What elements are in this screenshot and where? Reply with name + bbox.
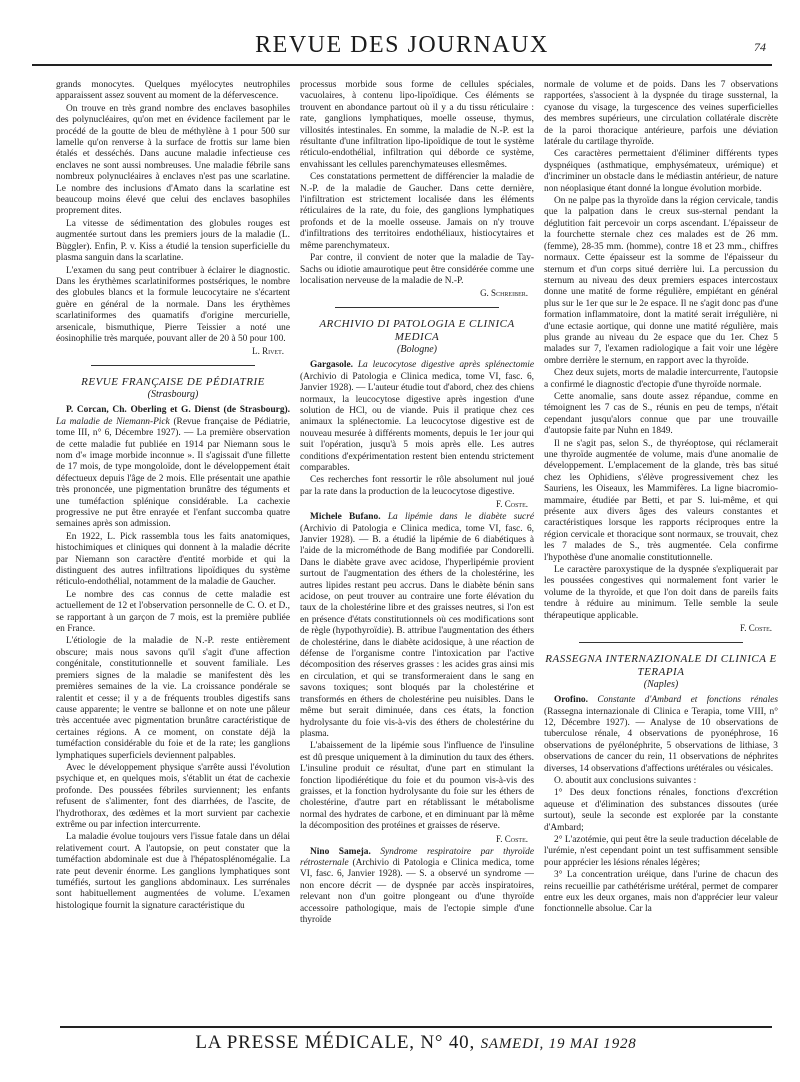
- issue-number: N° 40,: [420, 1032, 476, 1053]
- paragraph: normale de volume et de poids. Dans les 7 observations rapportées, s'associent à la dyspnée du tirage sussternal, la cyanose du visage, la turgescence des veines superficielles des membres supérieurs, une circulation collatérale discrète de la paroi thoracique antérieure, parfois une déviation latérale du cartilage thyroïde.: [544, 80, 778, 148]
- paragraph: On ne palpe pas la thyroïde dans la région cervicale, tandis que la palpation dans le creux sus-sternal pendant la déglutition fait percevoir un corps ascendant. L'épaisseur de la fourchette sternale chez ces malades est de 26 mm. (femme), 28-35 mm. (homme), contre 18 et 23 mm., chiffres normaux. Cette épaisseur est la somme de l'épaisseur du sternum et d'un corps situé derrière lui. La percussion du sternum au niveau des deux premiers espaces intercostaux donne une matité de forme régulière, empiétant en général plus sur le 1er que sur le 2e espace. Il ne s'agit donc pas d'une formation inflammatoire, dont la matité serait irrégulière, ni d'une ectasie aortique, qui donne une matité régulière, mais plus grande au niveau du 2e espace que du 1er. Chez 5 malades sur 7, l'examen radiologique a fait voir une légère ombre derrière le sternum, en rapport avec la thyroïde.: [544, 196, 778, 366]
- paragraph: Avec le développement physique s'arrête aussi l'évolution psychique et, en quelques mois, s'établit un état de cachexie profonde. Des poussées fébriles surviennent; les enfants refusent de s'alimenter, font des diarrhées, de l'ascite, de l'hydrothorax, des œdèmes et la mort survient par cachexie extrême ou par infection intercurrente.: [56, 762, 290, 830]
- author-signature: L. Rivet.: [252, 346, 284, 357]
- entry-source: (Archivio di Patologia e Clinica medica, tome VI, fasc. 6, Janvier 1928).: [300, 857, 534, 880]
- author-signature: G. Schreiber.: [480, 288, 528, 299]
- entry-body: — L'auteur étudie tout d'abord, chez des chiens normaux, la leucocytose digestive après ingestion d'une solution de HCl, ou de viande. Puis il pratique chez ces animaux la splénectomie. La leucocytose digestive est de nouveau mesurée à différents moments, depuis le 1er jour qui suit l'opération, jusqu'à 5 mois après elle. Les autres conditions d'expérimentation restent bien entendu strictement comparables.: [300, 383, 534, 473]
- paragraph: Le caractère paroxystique de la dyspnée s'expliquerait par les poussées congestives qui normalement font varier le volume de la thyroïde, et que l'on doit dans de pareils faits tendre à réduire au minimum. Telle semble la seule thérapeutique applicable.: [544, 565, 778, 621]
- paragraph: 2° L'azotémie, qui peut être la seule traduction décelable de l'urémie, n'est cependant point un test suffisamment sensible pour apprécier les lésions rénales légères;: [544, 834, 778, 868]
- paragraph: O. aboutit aux conclusions suivantes :: [554, 775, 697, 786]
- page-header: [32, 30, 772, 70]
- paragraph: Par contre, il convient de noter que la maladie de Tay-Sachs ou idiotie amaurotique peut être considérée comme une localisation nerveuse de la maladie de N.-P.: [300, 253, 534, 286]
- paragraph: Il ne s'agit pas, selon S., de thyréoptose, qui réclamerait une thyroïde augmentée de volume, mais d'une anomalie de développement. L'emplacement de la glande, très bas situé chez les Ophidiens, s'élève progressivement chez les Sauriens, les Oiseaux, les Mammifères. La ligne biacromio-mammaire, étudiée par Betti, et par S. lui-même, et qui présente aux divers âges des valeurs constantes et caractéristiques lorsque les rapports réciproques entre la région cervicale et thoracique sont normaux, se trouvait, chez les 7 malades de S., très augmentée. Cela confirme l'hypothèse d'une anomalie constitutionnelle.: [544, 438, 778, 563]
- paragraph: grands monocytes. Quelques myélocytes neutrophiles apparaissent assez souvent au moment de la défervescence.: [56, 80, 290, 102]
- section-title: RASSEGNA INTERNAZIONALE DI CLINICA E TERAPIA: [545, 653, 777, 679]
- paragraph: Le nombre des cas connus de cette maladie est actuellement de 12 et l'observation personnelle de C. O. et D., se rapportant à un garçon de 7 mois, est la première publiée en France.: [56, 589, 290, 635]
- entry-authors: P. Corcan, Ch. Oberling et G. Dienst (de Strasbourg).: [66, 405, 290, 416]
- section-title: ARCHIVIO DI PATOLOGIA E CLINICA MEDICA: [319, 318, 515, 344]
- author-signature: F. Coste.: [495, 833, 528, 844]
- footer-line: [60, 1032, 772, 1054]
- entry-authors: Michele Bufano.: [310, 512, 381, 523]
- paragraph: En 1922, L. Pick rassembla tous les faits anatomiques, histochimiques et cliniques qui donnent à la maladie décrite par Niemann son caractère d'entité morbide et qui la distinguent des autres infiltrations lipoïdiques du système réticulo-endothélial, notamment de la maladie de Gaucher.: [56, 531, 290, 588]
- entry-source: (Revue française de Pédiatrie, tome III, n° 6, Décembre 1927).: [56, 416, 290, 439]
- entry-title: Syndrome respiratoire par thyroïde rétrosternale: [300, 846, 534, 868]
- section-subtitle: (Bologne): [397, 344, 437, 356]
- entry-paragraph: [300, 360, 534, 474]
- article-columns: [56, 80, 778, 1008]
- column-1: [56, 80, 290, 1008]
- paragraph: Ces constatations permettent de différencier la maladie de N.-P. de la maladie de Gaucher. Dans cette dernière, l'infiltration est strictement localisée dans les éléments réticulaires de la rate, du foie, des ganglions lymphatiques profonds et de la moelle osseuse. Jamais on n'y trouve d'infiltrations des territoires endothéliaux, histiocytaires et même parenchymateux.: [300, 172, 534, 251]
- entry-authors: Nino Sameja.: [310, 846, 371, 857]
- entry-body: — La première observation de cette maladie fut publiée en 1914 par Niemann sous le nom d'« image morbide inconnue ». Il s'agissait d'une fillette de 17 mois, de type mongoloïde, dont le développement était défectueux depuis l'âge de 2 mois. Elle présentait une apathie très prononcée, une pigmentation brunâtre des téguments et une tuméfaction splénique considérable. La cachexie progressive ne put être enrayée et l'enfant succomba quatre semaines après son admission.: [56, 428, 290, 530]
- header-rule: [32, 64, 772, 66]
- paragraph: 3° La concentration uréique, dans l'urine de chacun des reins recueillie par cathétérisme urétéral, permet de comparer entre eux les deux organes, mais non d'apprécier leur valeur fonctionnelle absolue. Car la: [544, 870, 778, 915]
- issue-date: SAMEDI, 19 MAI 1928: [480, 1036, 637, 1052]
- paragraph: La maladie évolue toujours vers l'issue fatale dans un délai relativement court. A l'autopsie, on peut constater que la tuméfaction abdominale est due à l'hépatosplénomégalie. La rate peut devenir énorme. Les ganglions lymphatiques sont tuméfiés, surtout les ganglions abdominaux. Les surrénales sont habituellement augmentées de volume. L'examen histologique fournit la signature caractéristique du: [56, 832, 290, 911]
- section-subtitle: (Strasbourg): [147, 389, 199, 401]
- entry-source: (Rassegna internazionale di Clinica e Terapia, tome VIII, n° 12, Décembre 1927).: [544, 706, 778, 728]
- section-divider: [579, 642, 743, 643]
- entry-paragraph: [544, 695, 778, 775]
- entry-paragraph: [56, 405, 290, 530]
- entry-body: — S. a observé un syndrome — non encore décrit — de dyspnée par accès inspiratoires, relevant non d'un goitre plongeant ou d'une thyroïde accessoire pathologique, mais de l'ectopie simple d'une thyroïde: [300, 869, 534, 925]
- paragraph: La vitesse de sédimentation des globules rouges est augmentée surtout dans les premiers jours de la maladie (L. Bùggler). Enfin, P. v. Kiss a étudié la tension superficielle du plasma sanguin dans la scarlatine.: [56, 218, 290, 264]
- paragraph: L'abaissement de la lipémie sous l'influence de l'insuline est dû presque uniquement à la diminution du taux des éthers. L'insuline produit ce résultat, d'une part en stimulant la fonction lipodiérétique du foie et du poumon vis-à-vis des graisses, et la fonction hydrolysante du foie sur les éthers de cholestérine, d'autre part en rétablissant le métabolisme normal des hydrates de carbone, et en diminuant par là même la décomposition des protéines et graisses de réserve.: [300, 741, 534, 832]
- section-divider: [335, 307, 499, 308]
- paragraph: Chez deux sujets, morts de maladie intercurrente, l'autopsie a confirmé le diagnostic d'ectopie d'une thyroïde normale.: [544, 368, 778, 390]
- paragraph: 1° Des deux fonctions rénales, fonctions d'excrétion aqueuse et d'élimination des substances dissoutes (urée surtout), seule la seconde est explorée par la constante d'Ambard;: [544, 788, 778, 833]
- paragraph: processus morbide sous forme de cellules spéciales, vacuolaires, à contenu lipo-lipoïdique. Ces éléments se trouvent en abondance partout où il y a du tissu réticulaire : rate, ganglions lymphatiques, moelle osseuse, thymus, villosités intestinales. En somme, la maladie de N.-P. est la résultante d'une infiltration lipo-lipoïdique de tout le système réticulo-endothélial, infiltration qui déborde ce système, envahissant les cellules parenchymateuses ellesmêmes.: [300, 80, 534, 170]
- entry-title: La leucocytose digestive après splénectomie: [357, 360, 534, 371]
- entry-title: Constante d'Ambard et fonctions rénales: [597, 695, 778, 706]
- entry-authors: Gargasole.: [310, 360, 353, 371]
- entry-source: (Archivio di Patologia e Clinica medica, tome VI, fasc. 6, Janvier 1928).: [300, 371, 534, 394]
- author-signature: F. Coste.: [739, 623, 772, 634]
- entry-title: La lipémie dans le diabète sucré: [387, 512, 534, 523]
- paragraph: Cette anomalie, sans doute assez répandue, comme en témoignent les 7 cas de S., réunis en peu de temps, n'était cependant jusqu'alors connue que par une trouvaille d'autopsie faite par Nuhn en 1849.: [544, 391, 778, 437]
- entry-title: La maladie de Niemann-Pick: [56, 416, 170, 427]
- running-title: REVUE DES JOURNAUX: [255, 32, 549, 58]
- entry-source: (Archivio di Patologia e Clinica medica, tome VI, fasc. 6, Janvier 1928).: [300, 523, 534, 545]
- column-2: [300, 80, 534, 1008]
- section-title: REVUE FRANÇAISE DE PÉDIATRIE: [81, 376, 265, 389]
- section-subtitle: (Naples): [643, 679, 679, 691]
- paragraph: L'étiologie de la maladie de N.-P. reste entièrement obscure; mais nous savons qu'il s'agit d'une affection congénitale, constitutionnelle et souvent familiale. Les premiers signes de la maladie se manifestent dès les premières semaines de la vie. La croissance pondérale se ralentit et cesse; il y a de fréquents troubles digestifs sans cause apparente; le ventre se ballonne et on note une pâleur très accentuée avec pigmentation brunâtre caractéristique de certaines régions. A ce moment, on constate déjà la tuméfaction considérable du foie et de la rate; les ganglions lymphatiques superficiels deviennent palpables.: [56, 636, 290, 761]
- section-divider: [91, 365, 255, 366]
- entry-body: — B. a étudié la lipémie de 6 diabétiques à l'aide de la microméthode de Bang modifiée par Condorelli. Dans le diabète grave avec acidose, l'hyperlipémie provient surtout de l'augmentation des éthers de la cholestérine, les autres lipides restant peu accrus. Dans le diabète bénin sans acidose, on peut trouver au contraire une forte élévation du taux de la cholestérine libre et des graisses neutres, si l'on est en présence d'états constitutionnels où ces modifications sont de règle (hypothyroïdie). B. attribue l'augmentation des éthers de cholestérine, dans le diabète acidosique, à une réaction de défense de l'organisme contre l'intoxication par l'active décomposition des réserves grasses : les acides gras ainsi mis en circulation, et qui se transformeraient dans le sang en savons toxiques; sont bloqués par la cholestérine et transformés en éthers de cholestérine peu nuisibles. Dans le même but serait diminuée, dans ces états, la fonction hydrolysante du foie vis-à-vis des éthers de cholestérine du plasma.: [300, 535, 534, 739]
- paragraph: Ces caractères permettaient d'éliminer différents types dyspnéiques (asthmatique, emphysémateux, urémique) et d'incriminer un obstacle dans le médiastin antérieur, de nature non néoplasique étant donné la longue évolution morbide.: [544, 149, 778, 194]
- column-3: [544, 80, 778, 1008]
- paragraph: On trouve en très grand nombre des enclaves basophiles des polynucléaires, qu'on met en évidence facilement par le procédé de la goutte de bleu de méthylène à 1 pour 500 sur lamelle qu'on renverse à la surface de frottis sur lame bien étalés et desséchés. Dans aucune maladie infectieuse ces enclaves ne sont aussi nombreuses. Une maladie fébrile sans nombreux polynucléaires à enclaves n'est pas une scarlatine. Le nombre des inclusions d'Amato dans la scarlatine est beaucoup moins élevé que celui des enclaves basophiles proprement dites.: [56, 103, 290, 217]
- entry-body: — Analyse de 10 observations de tuberculose rénale, 4 observations de pyonéphrose, 16 observations de pyélonéphrite, 5 observations de lithiase, 3 observations de cancer du rein, 11 observations de néphrites diverses, 14 observations d'affections urétérales ou vésicales.: [544, 717, 778, 774]
- footer-rule: [60, 1026, 772, 1028]
- page-footer: [60, 1026, 772, 1058]
- entry-paragraph: [300, 512, 534, 740]
- paragraph: Ces recherches font ressortir le rôle absolument nul joué par la rate dans la production de la leucocytose digestive.: [300, 475, 534, 497]
- entry-authors: Orofino.: [554, 695, 588, 706]
- entry-paragraph: [300, 847, 534, 927]
- journal-name: LA PRESSE MÉDICALE,: [195, 1032, 415, 1053]
- page-number: 74: [754, 40, 766, 54]
- paragraph: L'examen du sang peut contribuer à éclairer le diagnostic. Dans les érythèmes scarlatiniformes postsériques, le nombre des globules blancs et la formule leucocytaire ne s'écartent guère en général de la normale. Dans les érythèmes scarlatiniformes des quamatifs d'origine mercurielle, arsenicale, bismuthique, Pierre Teissier a noté une éosinophilie très marquée, pouvant aller de 20 à 50 pour 100.: [56, 265, 290, 344]
- author-signature: F. Coste.: [495, 499, 528, 510]
